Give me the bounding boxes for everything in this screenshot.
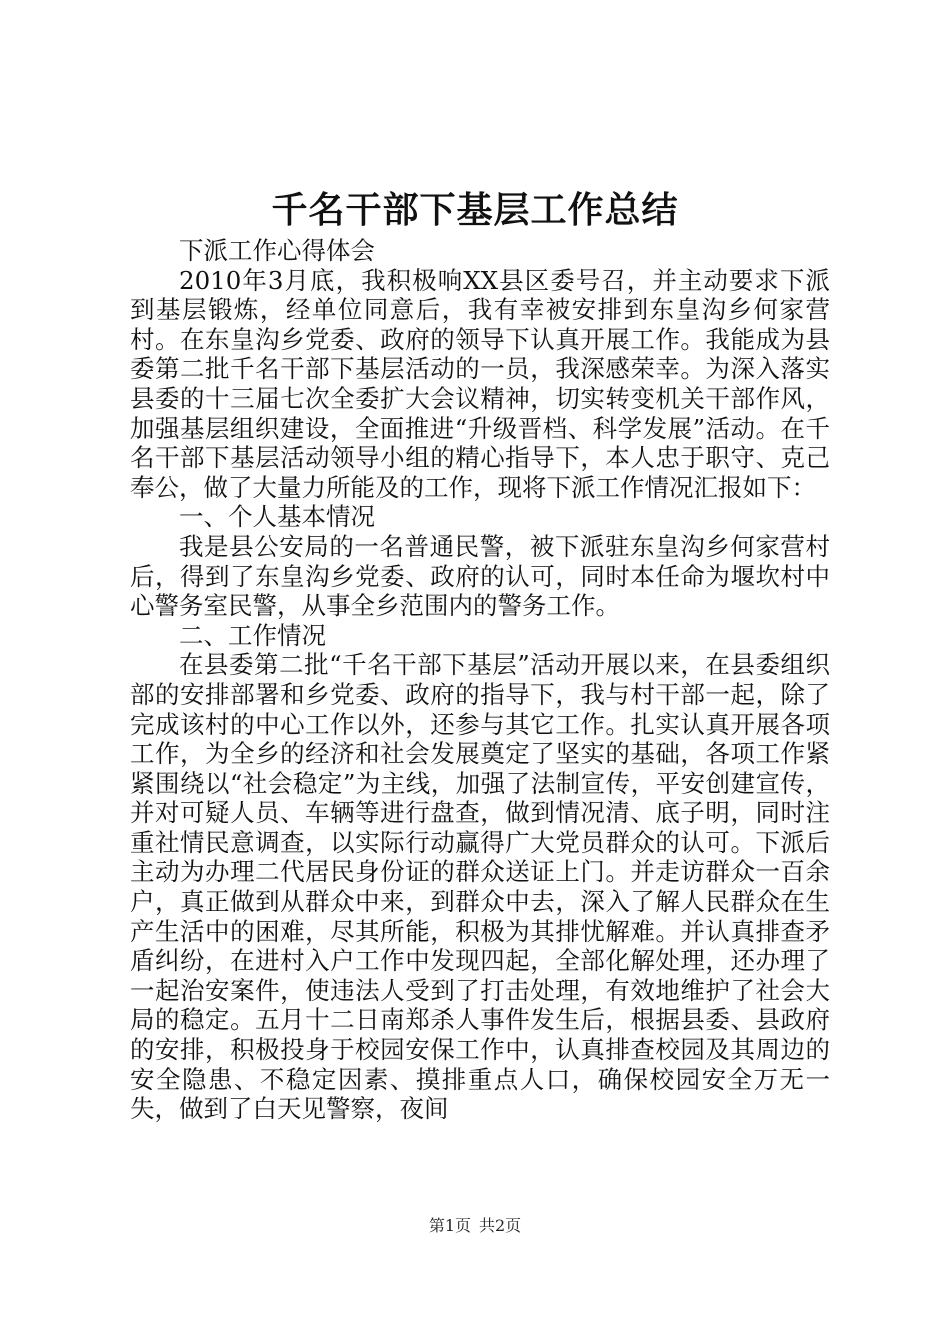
- paragraph-subtitle: 下派工作心得体会: [179, 236, 375, 265]
- section-heading-work: 二、工作情况: [179, 620, 326, 650]
- paragraph-intro: 2010年3月底，我积极响XX县区委号召，并主动要求下派到基层锻炼，经单位同意后，我有幸被安排到东皇沟乡何家营村。在东皇沟乡党委、政府的领导下认真开展工作。我能成为县委第二批千名干部下基层活动的一员，我深感荣幸。为深入落实县委的十三届七次全委扩大会议精神，切实转变机关干部作风，加强基层组织建设，全面推进“升级晋档、科学发展”活动。在千名干部下基层活动领导小组的精心指导下，本人忠于职守、克己奉公，做了大量力所能及的工作，现将下派工作情况汇报如下：: [130, 265, 830, 502]
- section-heading-personal: 一、个人基本情况: [179, 502, 375, 532]
- page-footer: [0, 1216, 950, 1236]
- document-body: [130, 236, 830, 1124]
- page-number: 第1页: [428, 1216, 471, 1235]
- document-title: 千名干部下基层工作总结: [271, 189, 679, 231]
- paragraph-personal: 我是县公安局的一名普通民警，被下派驻东皇沟乡何家营村后，得到了东皇沟乡党委、政府的认可，同时本任命为堰坎村中心警务室民警，从事全乡范围内的警务工作。: [130, 531, 830, 621]
- paragraph-work: 在县委第二批“千名干部下基层”活动开展以来，在县委组织部的安排部署和乡党委、政府的指导下，我与村干部一起，除了完成该村的中心工作以外，还参与其它工作。扎实认真开展各项工作，为全乡的经济和社会发展奠定了坚实的基础，各项工作紧紧围绕以“社会稳定”为主线，加强了法制宣传，平安创建宣传，并对可疑人员、车辆等进行盘查，做到情况清、底子明，同时注重社情民意调查，以实际行动赢得广大党员群众的认可。下派后主动为办理二代居民身份证的群众送证上门。并走访群众一百余户，真正做到从群众中来，到群众中去，深入了解人民群众在生产生活中的困难，尽其所能，积极为其排忧解难。并认真排查矛盾纠纷，在进村入户工作中发现四起，全部化解处理，还办理了一起治安案件，使违法人受到了打击处理，有效地维护了社会大局的稳定。五月十二日南郑杀人事件发生后，根据县委、县政府的安排，积极投身于校园安保工作中，认真排查校园及其周边的安全隐患、不稳定因素、摸排重点人口，确保校园安全万无一失，做到了白天见警察，夜间: [130, 650, 830, 1124]
- page-total: 共2页: [479, 1216, 522, 1235]
